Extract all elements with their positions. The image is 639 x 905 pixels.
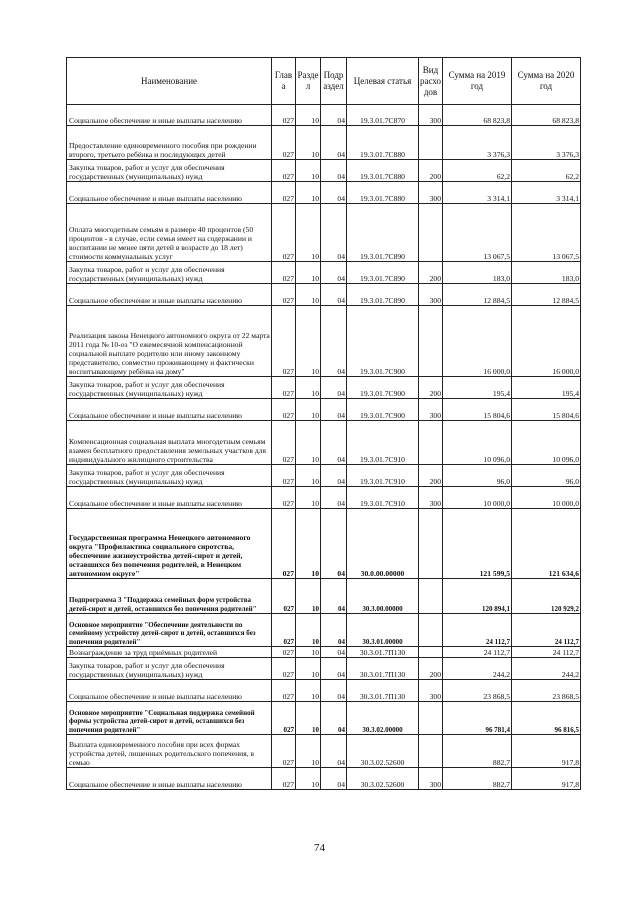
row-sum-2019: 68 823,8 [443,105,512,126]
row-glava: 027 [272,262,296,284]
row-sum-2019: 13 067,5 [443,204,512,262]
table-header-row [67,58,581,105]
row-vid [419,614,443,647]
row-vid [419,735,443,768]
row-podrazdel: 04 [321,399,347,421]
row-podrazdel: 04 [321,647,347,658]
row-podrazdel: 04 [321,105,347,126]
table-row [67,262,581,284]
row-sum-2020: 24 112,7 [512,647,581,658]
row-razdel: 10 [296,306,321,377]
row-glava: 027 [272,658,296,680]
row-sum-2020: 15 804,6 [512,399,581,421]
row-glava: 027 [272,614,296,647]
row-sum-2019: 244,2 [443,658,512,680]
row-name: Закупка товаров, работ и услуг для обеспечения государственных (муниципальных) нужд [67,465,272,487]
row-razdel: 10 [296,377,321,399]
row-sum-2020: 96 816,5 [512,702,581,735]
row-name: Компенсационная социальная выплата многодетным семьям взамен бесплатного предоставления земельных участков для индивидуального жилищного строительства [67,421,272,465]
row-sum-2019: 183,0 [443,262,512,284]
row-target: 19.3.01.7С890 [347,204,419,262]
row-glava: 027 [272,702,296,735]
row-vid: 200 [419,658,443,680]
row-razdel: 10 [296,579,321,614]
row-vid: 200 [419,262,443,284]
row-name: Социальное обеспечение и иные выплаты населению [67,768,272,790]
row-target: 30.3.02.52600 [347,735,419,768]
row-glava: 027 [272,509,296,579]
row-name: Вознаграждение за труд приёмных родителей [67,647,272,658]
row-sum-2020: 120 929,2 [512,579,581,614]
table-row [67,579,581,614]
row-razdel: 10 [296,421,321,465]
row-podrazdel: 04 [321,377,347,399]
row-podrazdel: 04 [321,284,347,306]
row-podrazdel: 04 [321,204,347,262]
row-target: 19.3.01.7С880 [347,160,419,182]
row-sum-2020: 3 314,1 [512,182,581,204]
table-row [67,284,581,306]
row-glava: 027 [272,160,296,182]
table-row [67,105,581,126]
row-sum-2020: 121 634,6 [512,509,581,579]
row-name: Предоставление единовременного пособия при рождении второго, третьего ребёнка и последующих детей [67,126,272,160]
row-target: 30.3.01.7П130 [347,647,419,658]
row-sum-2019: 12 884,5 [443,284,512,306]
row-podrazdel: 04 [321,614,347,647]
row-sum-2020: 195,4 [512,377,581,399]
row-target: 19.3.01.7С900 [347,377,419,399]
row-podrazdel: 04 [321,658,347,680]
row-sum-2020: 917,8 [512,768,581,790]
row-razdel: 10 [296,735,321,768]
row-glava: 027 [272,399,296,421]
row-podrazdel: 04 [321,680,347,702]
row-target: 19.3.01.7С890 [347,284,419,306]
table-row [67,509,581,579]
row-glava: 027 [272,377,296,399]
row-glava: 027 [272,126,296,160]
table-row [67,735,581,768]
row-target: 30.3.00.00000 [347,579,419,614]
row-name: Социальное обеспечение и иные выплаты населению [67,680,272,702]
header-vid: Вид расхо дов [419,58,443,105]
row-name: Оплата многодетным семьям в размере 40 процентов (50 процентов - в случае, если семья имеет на содержании и воспитании не менее пяти детей в возрасте до 18 лет) стоимости коммунальных услуг [67,204,272,262]
row-sum-2020: 96,0 [512,465,581,487]
row-vid: 300 [419,768,443,790]
row-glava: 027 [272,579,296,614]
row-target: 19.3.01.7С910 [347,465,419,487]
row-name: Выплата единовременного пособия при всех формах устройства детей, лишенных родительского попечения, в семью [67,735,272,768]
row-glava: 027 [272,647,296,658]
row-target: 19.3.01.7С890 [347,262,419,284]
table-row [67,647,581,658]
row-sum-2020: 16 000,0 [512,306,581,377]
row-sum-2019: 882,7 [443,768,512,790]
row-name: Государственная программа Ненецкого автономного округа "Профилактика социального сиротства, обеспечение жизнеустройства детей-сирот и детей, оставшихся без попечения родителей, в Ненецком автономном округе" [67,509,272,579]
row-podrazdel: 04 [321,487,347,509]
row-sum-2020: 244,2 [512,658,581,680]
row-vid [419,204,443,262]
row-vid [419,306,443,377]
row-sum-2019: 195,4 [443,377,512,399]
row-razdel: 10 [296,647,321,658]
header-name: Наименование [67,58,272,105]
row-vid: 300 [419,284,443,306]
row-name: Закупка товаров, работ и услуг для обеспечения государственных (муниципальных) нужд [67,160,272,182]
row-sum-2019: 16 000,0 [443,306,512,377]
row-sum-2020: 3 376,3 [512,126,581,160]
row-podrazdel: 04 [321,262,347,284]
row-name: Социальное обеспечение и иные выплаты населению [67,105,272,126]
row-target: 30.3.02.52600 [347,768,419,790]
row-razdel: 10 [296,105,321,126]
row-podrazdel: 04 [321,182,347,204]
budget-table [66,57,581,790]
row-sum-2019: 3 376,3 [443,126,512,160]
table-row [67,768,581,790]
row-vid [419,509,443,579]
row-target: 30.3.01.7П130 [347,658,419,680]
row-target: 30.3.01.7П130 [347,680,419,702]
row-glava: 027 [272,284,296,306]
row-vid [419,579,443,614]
row-name: Закупка товаров, работ и услуг для обеспечения государственных (муниципальных) нужд [67,262,272,284]
row-razdel: 10 [296,509,321,579]
row-glava: 027 [272,204,296,262]
row-target: 30.0.00.00000 [347,509,419,579]
row-target: 30.3.01.00000 [347,614,419,647]
page-number: 74 [314,842,325,854]
table-row [67,204,581,262]
row-glava: 027 [272,680,296,702]
row-target: 19.3.01.7С910 [347,421,419,465]
row-razdel: 10 [296,702,321,735]
header-target: Целевая статья [347,58,419,105]
table-row [67,377,581,399]
row-name: Закупка товаров, работ и услуг для обеспечения государственных (муниципальных) нужд [67,658,272,680]
row-razdel: 10 [296,182,321,204]
header-sum-2019: Сумма на 2019 год [443,58,512,105]
table-body [67,105,581,790]
row-vid: 200 [419,377,443,399]
row-sum-2019: 120 894,1 [443,579,512,614]
row-razdel: 10 [296,680,321,702]
row-podrazdel: 04 [321,465,347,487]
row-sum-2019: 121 599,5 [443,509,512,579]
row-razdel: 10 [296,614,321,647]
row-glava: 027 [272,306,296,377]
table-row [67,126,581,160]
table-row [67,680,581,702]
row-razdel: 10 [296,487,321,509]
header-razdel: Разде л [296,58,321,105]
row-target: 19.3.01.7С880 [347,182,419,204]
table-row [67,465,581,487]
row-glava: 027 [272,465,296,487]
row-name: Социальное обеспечение и иные выплаты населению [67,182,272,204]
row-sum-2020: 23 868,5 [512,680,581,702]
row-sum-2019: 10 096,0 [443,421,512,465]
row-name: Подпрограмма 3 "Поддержка семейных форм устройства детей-сирот и детей, оставшихся без попечения родителей" [67,579,272,614]
row-razdel: 10 [296,160,321,182]
header-glava: Глав а [272,58,296,105]
row-vid: 200 [419,160,443,182]
row-sum-2019: 96 781,4 [443,702,512,735]
row-podrazdel: 04 [321,421,347,465]
header-podrazdel: Подр аздел [321,58,347,105]
row-sum-2019: 24 112,7 [443,614,512,647]
row-razdel: 10 [296,262,321,284]
row-podrazdel: 04 [321,702,347,735]
row-sum-2020: 68 823,8 [512,105,581,126]
row-name: Реализация закона Ненецкого автономного округа от 22 марта 2011 года № 10-оз "О ежемесячной компенсационной социальной выплате родителю или иному законному представителю, совместно проживающему и фактически воспитывающему ребёнка на дому" [67,306,272,377]
row-vid [419,702,443,735]
row-name: Закупка товаров, работ и услуг для обеспечения государственных (муниципальных) нужд [67,377,272,399]
row-vid [419,421,443,465]
row-sum-2019: 62,2 [443,160,512,182]
row-target: 19.3.01.7С900 [347,306,419,377]
row-name: Социальное обеспечение и иные выплаты населению [67,284,272,306]
row-glava: 027 [272,735,296,768]
row-podrazdel: 04 [321,735,347,768]
row-name: Социальное обеспечение и иные выплаты населению [67,487,272,509]
row-sum-2019: 10 000,0 [443,487,512,509]
row-name: Основное мероприятие "Обеспечение деятельности по семейному устройству детей-сирот и детей, оставшихся без попечения родителей" [67,614,272,647]
table-row [67,614,581,647]
table-row [67,658,581,680]
row-target: 19.3.01.7С870 [347,105,419,126]
row-razdel: 10 [296,126,321,160]
row-sum-2020: 24 112,7 [512,614,581,647]
table-row [67,160,581,182]
row-sum-2020: 10 096,0 [512,421,581,465]
row-sum-2020: 10 000,0 [512,487,581,509]
row-sum-2020: 917,8 [512,735,581,768]
row-sum-2019: 24 112,7 [443,647,512,658]
row-vid: 300 [419,399,443,421]
row-vid: 300 [419,487,443,509]
row-target: 19.3.01.7С880 [347,126,419,160]
table-row [67,399,581,421]
table-row [67,702,581,735]
row-sum-2019: 96,0 [443,465,512,487]
row-podrazdel: 04 [321,579,347,614]
row-vid: 300 [419,680,443,702]
table-row [67,306,581,377]
row-sum-2020: 183,0 [512,262,581,284]
row-podrazdel: 04 [321,768,347,790]
row-razdel: 10 [296,658,321,680]
row-sum-2019: 23 868,5 [443,680,512,702]
row-target: 19.3.01.7С910 [347,487,419,509]
row-razdel: 10 [296,465,321,487]
row-sum-2019: 3 314,1 [443,182,512,204]
row-target: 19.3.01.7С900 [347,399,419,421]
row-glava: 027 [272,768,296,790]
header-sum-2020: Сумма на 2020 год [512,58,581,105]
row-glava: 027 [272,105,296,126]
row-sum-2019: 15 804,6 [443,399,512,421]
row-sum-2020: 62,2 [512,160,581,182]
row-sum-2020: 12 884,5 [512,284,581,306]
row-razdel: 10 [296,768,321,790]
row-podrazdel: 04 [321,160,347,182]
row-glava: 027 [272,487,296,509]
row-name: Основное мероприятие "Социальная поддержка семейной формы устройства детей-сирот и детей, оставшихся без попечения родителей" [67,702,272,735]
row-vid: 300 [419,105,443,126]
row-glava: 027 [272,182,296,204]
table-row [67,182,581,204]
row-name: Социальное обеспечение и иные выплаты населению [67,399,272,421]
row-podrazdel: 04 [321,306,347,377]
table-row [67,421,581,465]
row-vid: 200 [419,465,443,487]
row-vid [419,647,443,658]
row-sum-2019: 882,7 [443,735,512,768]
row-target: 30.3.02.00000 [347,702,419,735]
row-razdel: 10 [296,204,321,262]
row-glava: 027 [272,421,296,465]
row-vid [419,126,443,160]
row-razdel: 10 [296,284,321,306]
row-vid: 300 [419,182,443,204]
row-sum-2020: 13 067,5 [512,204,581,262]
row-podrazdel: 04 [321,509,347,579]
row-razdel: 10 [296,399,321,421]
row-podrazdel: 04 [321,126,347,160]
table-row [67,487,581,509]
